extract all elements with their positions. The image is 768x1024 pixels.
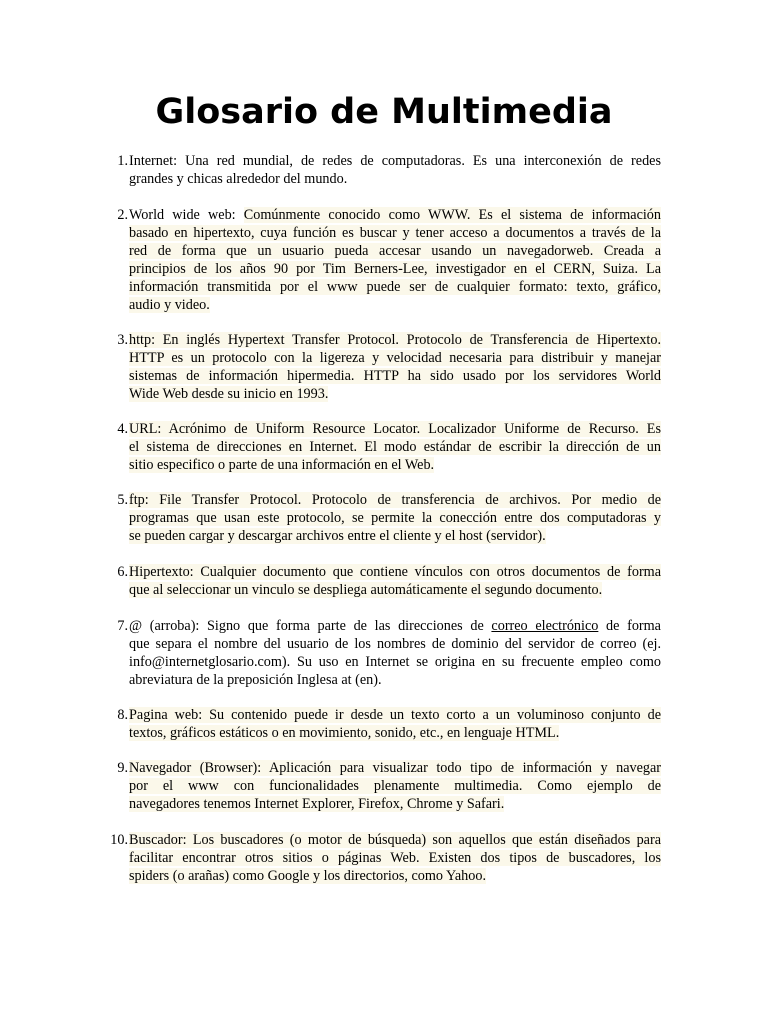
entry-line: [129, 849, 661, 867]
entry-line: [129, 777, 661, 795]
entry-segment: spiders (o arañas) como Google y los directorios, como Yahoo.: [129, 868, 486, 884]
entry-segment: World wide web:: [129, 207, 244, 223]
entry-line: [129, 367, 661, 385]
entry-line: [129, 671, 661, 689]
entry-text: [129, 491, 661, 545]
entry-line: [129, 563, 661, 581]
entry-segment: grandes y chicas alrededor del mundo.: [129, 171, 348, 187]
entry-line: [129, 867, 661, 885]
entry-number: 8.: [117, 707, 128, 723]
entry-line: [129, 795, 661, 813]
entry-segment: sitio especifico o parte de una información en el Web.: [129, 457, 435, 473]
entry-line: [129, 296, 661, 314]
entry-line: [129, 152, 661, 170]
entry-line: [129, 706, 661, 724]
entry-segment: Wide Web desde su inicio en 1993.: [129, 386, 329, 402]
entry-number: 2.: [117, 207, 128, 223]
entry-segment: que al seleccionar un vinculo se despliega automáticamente el segundo documento.: [129, 582, 603, 598]
entry-number: 7.: [117, 618, 128, 634]
entry-line: [129, 170, 661, 188]
entry-segment: Comúnmente conocido como WWW. Es el sistema de información: [243, 207, 661, 223]
entry-line: [129, 242, 661, 260]
entry-line: [129, 331, 661, 349]
entry-line: [129, 527, 661, 545]
entry-text: [129, 563, 661, 599]
entry-line: [129, 831, 661, 849]
entry-line: [129, 635, 661, 653]
entry-number: 1.: [117, 153, 128, 169]
entry-segment: info@internetglosario.com). Su uso en Internet se origina en su frecuente empleo como: [129, 654, 661, 670]
entry-line: [129, 456, 661, 474]
entry-line: [129, 206, 661, 224]
entry-line: [129, 617, 661, 635]
entry-text: [129, 152, 661, 188]
entry-segment: información transmitida por el www puede ser de cualquier formato: texto, gráfico,: [129, 279, 661, 295]
entry-segment: Navegador (Browser): Aplicación para visualizar todo tipo de información y navegar: [129, 760, 661, 776]
entry-line: [129, 724, 661, 742]
entry-segment: de forma: [598, 618, 661, 634]
entry-segment: navegadores tenemos Internet Explorer, Firefox, Chrome y Safari.: [129, 796, 505, 812]
entry-segment: HTTP es un protocolo con la ligereza y velocidad necesaria para distribuir y manejar: [129, 350, 661, 366]
entry-line: [129, 653, 661, 671]
entry-line: [129, 420, 661, 438]
entry-segment: principios de los años 90 por Tim Berners-Lee, investigador en el CERN, Suiza. La: [129, 261, 661, 277]
entry-segment: sistemas de información hipermedia. HTTP ha sido usado por los servidores World: [129, 368, 661, 384]
entry-segment: http: En inglés Hypertext Transfer Protocol. Protocolo de Transferencia de Hipertexto.: [129, 332, 661, 348]
entry-line: [129, 385, 661, 403]
entry-line: [129, 491, 661, 509]
entry-line: [129, 224, 661, 242]
entry-segment: abreviatura de la preposición Inglesa at (en).: [129, 672, 382, 688]
entry-segment: Buscador: Los buscadores (o motor de búsqueda) son aquellos que están diseñados para: [129, 832, 661, 848]
entry-segment: basado en hipertexto, cuya función es buscar y tener acceso a documentos a través de la: [129, 225, 661, 241]
email-link[interactable]: correo electrónico: [491, 618, 599, 634]
entry-text: [129, 617, 661, 689]
entry-segment: Hipertexto: Cualquier documento que contiene vínculos con otros documentos de forma: [129, 564, 661, 580]
entry-segment: programas que usan este protocolo, se permite la conección entre dos computadoras y: [129, 510, 661, 526]
entry-segment: Internet: Una red mundial, de redes de computadoras. Es una interconexión de redes: [129, 153, 661, 169]
entry-text: [129, 420, 661, 474]
entry-segment: textos, gráficos estáticos o en movimiento, sonido, etc., en lenguaje HTML.: [129, 725, 560, 741]
entry-line: [129, 581, 661, 599]
entry-number: 3.: [117, 332, 128, 348]
entry-segment: facilitar encontrar otros sitios o páginas Web. Existen dos tipos de buscadores, los: [129, 850, 661, 866]
entry-number: 4.: [117, 421, 128, 437]
entry-segment: Pagina web: Su contenido puede ir desde un texto corto a un voluminoso conjunto de: [129, 707, 661, 723]
entry-number: 5.: [117, 492, 128, 508]
entry-segment: URL: Acrónimo de Uniform Resource Locator. Localizador Uniforme de Recurso. Es: [129, 421, 661, 437]
document-title: Glosario de Multimedia: [155, 92, 613, 132]
entry-line: [129, 260, 661, 278]
entry-line: [129, 278, 661, 296]
entry-text: [129, 831, 661, 885]
entry-line: [129, 438, 661, 456]
entry-segment: por el www con funcionalidades plenamente multimedia. Como ejemplo de: [129, 778, 661, 794]
entry-text: [129, 759, 661, 813]
entry-number: 9.: [117, 760, 128, 776]
entry-segment: el sistema de direcciones en Internet. El modo estándar de escribir la dirección de un: [129, 439, 661, 455]
entry-text: [129, 706, 661, 742]
entry-line: [129, 759, 661, 777]
entry-segment: red de forma que un usuario pueda accesar usando un navegadorweb. Creada a: [129, 243, 661, 259]
entry-segment: se pueden cargar y descargar archivos entre el cliente y el host (servidor).: [129, 528, 546, 544]
entry-number: 6.: [117, 564, 128, 580]
entry-line: [129, 349, 661, 367]
entry-segment: que separa el nombre del usuario de los nombres de dominio del servidor de correo (ej.: [129, 636, 661, 652]
entry-segment: @ (arroba): Signo que forma parte de las direcciones de: [129, 618, 492, 634]
entry-line: [129, 509, 661, 527]
entry-number: 10.: [110, 832, 128, 848]
entry-text: [129, 331, 661, 403]
entry-segment: ftp: File Transfer Protocol. Protocolo de transferencia de archivos. Por medio de: [129, 492, 661, 508]
entry-text: [129, 206, 661, 314]
entry-segment: audio y video.: [129, 297, 210, 313]
